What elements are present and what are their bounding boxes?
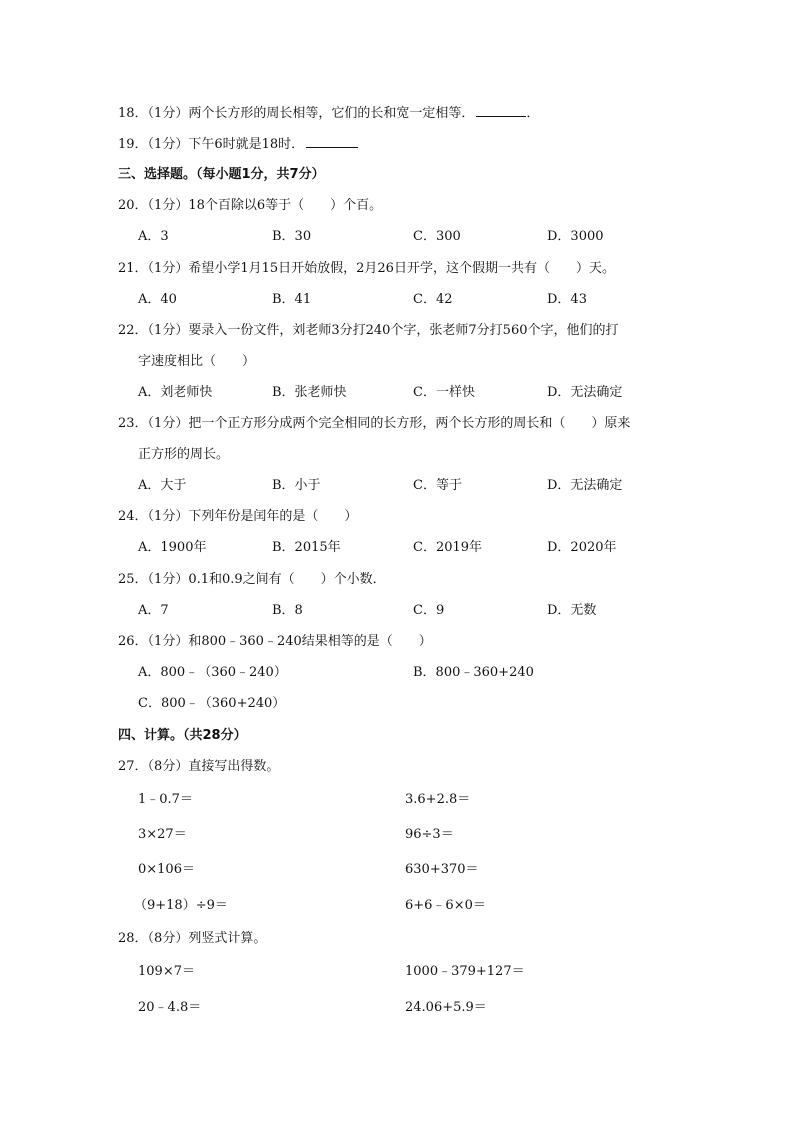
options-23 <box>0 477 794 495</box>
calc-item: 630+370＝ <box>405 862 479 877</box>
section-heading: 四、计算。（共28分） <box>118 728 247 743</box>
question-24: 24．（1分）下列年份是闰年的是（ ） <box>118 509 358 524</box>
question-27: 27．（8分）直接写出得数。 <box>118 759 280 774</box>
calc-item: （9+18）÷9＝ <box>134 898 228 913</box>
calc-item: 3×27＝ <box>138 827 187 842</box>
option-a[interactable]: A．1900年 <box>138 540 207 555</box>
question-28: 28．（8分）列竖式计算。 <box>118 931 267 946</box>
calc-item: 3.6+2.8＝ <box>405 792 471 807</box>
question-19 <box>118 135 358 154</box>
options-22 <box>0 384 794 402</box>
option-d[interactable]: D．无法确定 <box>547 385 623 400</box>
question-23: 23．（1分）把一个正方形分成两个完全相同的长方形，两个长方形的周长和（ ）原来 <box>118 416 631 431</box>
options-20 <box>0 228 794 246</box>
calc-item: 1000﹣379+127＝ <box>405 964 525 979</box>
question-19-text: 19．（1分）下午6时就是18时． <box>118 137 305 152</box>
option-b[interactable]: B．8 <box>272 603 303 618</box>
calc-item: 0×106＝ <box>138 862 195 877</box>
option-b[interactable]: B．41 <box>272 292 312 307</box>
question-20: 20．（1分）18个百除以6等于（ ）个百。 <box>118 198 383 213</box>
option-a[interactable]: A．40 <box>138 292 177 307</box>
calc-item: 109×7＝ <box>138 964 195 979</box>
option-c[interactable]: C．300 <box>413 229 461 244</box>
option-b[interactable]: B．2015年 <box>272 540 341 555</box>
question-25: 25．（1分）0.1和0.9之间有（ ）个小数． <box>118 572 386 587</box>
option-d[interactable]: D．无法确定 <box>547 478 623 493</box>
question-22-continuation: 字速度相比（ ） <box>138 354 256 369</box>
option-a[interactable]: A．刘老师快 <box>138 385 213 400</box>
option-b[interactable]: B．小于 <box>272 478 321 493</box>
option-c[interactable]: C．42 <box>413 292 453 307</box>
question-23-continuation: 正方形的周长。 <box>138 447 230 462</box>
option-b[interactable]: B．张老师快 <box>272 385 347 400</box>
option-a[interactable]: A．3 <box>138 229 169 244</box>
option-a[interactable]: A．800﹣（360﹣240） <box>138 665 287 680</box>
option-a[interactable]: A．大于 <box>138 478 187 493</box>
option-c[interactable]: C．800﹣（360+240） <box>138 696 286 711</box>
options-24 <box>0 539 794 557</box>
answer-blank[interactable] <box>476 104 526 117</box>
calc-item: 1﹣0.7＝ <box>138 792 193 807</box>
option-d[interactable]: D．3000 <box>547 229 604 244</box>
options-25 <box>0 602 794 620</box>
question-22: 22．（1分）要录入一份文件，刘老师3分打240个字，张老师7分打560个字，他们的打 <box>118 323 619 338</box>
answer-blank[interactable] <box>306 135 358 148</box>
option-c[interactable]: C．2019年 <box>413 540 483 555</box>
calc-item: 6+6﹣6×0＝ <box>405 898 486 913</box>
option-c[interactable]: C．9 <box>413 603 445 618</box>
option-a[interactable]: A．7 <box>138 603 169 618</box>
option-b[interactable]: B．30 <box>272 229 312 244</box>
options-21 <box>0 291 794 309</box>
option-c[interactable]: C．一样快 <box>413 385 475 400</box>
question-18-tail: ． <box>526 106 540 121</box>
calc-item: 24.06+5.9＝ <box>405 1000 487 1015</box>
option-d[interactable]: D．无数 <box>547 603 597 618</box>
question-18-text: 18．（1分）两个长方形的周长相等，它们的长和宽一定相等． <box>118 106 475 121</box>
option-d[interactable]: D．43 <box>547 292 587 307</box>
question-21: 21．（1分）希望小学1月15日开始放假，2月26日开学，这个假期一共有（ ）天。 <box>118 261 615 276</box>
calc-item: 96÷3＝ <box>405 827 454 842</box>
question-26: 26．（1分）和800﹣360﹣240结果相等的是（ ） <box>118 634 432 649</box>
options-26 <box>0 664 794 682</box>
option-d[interactable]: D．2020年 <box>547 540 617 555</box>
section-heading: 三、选择题。（每小题1分，共7分） <box>118 167 325 182</box>
calc-item: 20﹣4.8＝ <box>138 1000 202 1015</box>
options-26-row-2 <box>0 695 794 713</box>
option-b[interactable]: B．800﹣360+240 <box>413 665 534 680</box>
option-c[interactable]: C．等于 <box>413 478 462 493</box>
question-18 <box>118 104 539 123</box>
